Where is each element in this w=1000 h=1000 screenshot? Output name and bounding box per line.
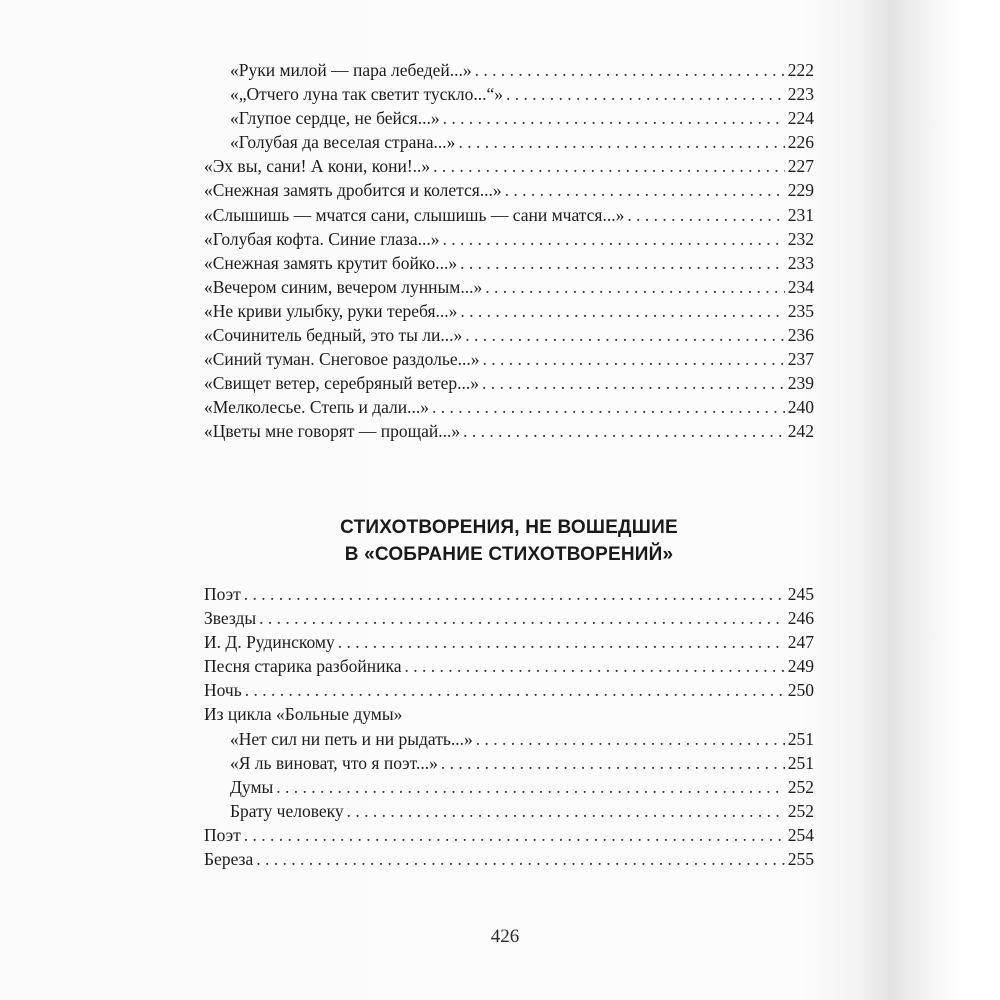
toc-entry-page: 224 <box>787 108 814 129</box>
section-title-line-1: СТИХОТВОРЕНИЯ, НЕ ВОШЕДШИЕ <box>340 517 678 538</box>
toc-entry-title: «Мелколесье. Степь и дали...» <box>204 397 430 418</box>
toc-entry <box>204 227 814 251</box>
toc-entry-page: 240 <box>787 397 814 418</box>
toc-entry <box>204 323 814 347</box>
toc-list-top <box>204 58 814 444</box>
toc-entry-page: 232 <box>787 228 814 249</box>
toc-entry <box>204 347 814 371</box>
toc-entry-page: 236 <box>787 325 814 346</box>
leader-dots <box>465 323 784 347</box>
toc-entry <box>204 775 814 799</box>
toc-entry-title: Береза <box>204 849 254 870</box>
toc-entry <box>204 395 814 419</box>
toc-entry-title: «Эх вы, сани! А кони, кони!..» <box>204 156 431 177</box>
toc-entry-title: «Вечером синим, вечером лунным...» <box>204 276 483 297</box>
toc-entry-title: «Не криви улыбку, руки теребя...» <box>204 300 458 321</box>
toc-entry-title: «„Отчего луна так светит тускло...“» <box>230 84 504 105</box>
toc-entry-title: Поэт <box>204 824 241 845</box>
toc-entry-page: 226 <box>787 132 814 153</box>
toc-entry <box>204 654 814 678</box>
toc-entry-title: «Я ль виноват, что я поэт...» <box>230 752 438 773</box>
leader-dots <box>443 227 785 251</box>
section-title <box>204 514 814 568</box>
toc-entry-title: Песня старика разбойника <box>204 656 402 677</box>
leader-dots <box>443 106 785 130</box>
leader-dots <box>404 654 784 678</box>
leader-dots <box>244 823 785 847</box>
leader-dots <box>458 130 784 154</box>
toc-entry-page: 227 <box>787 156 814 177</box>
toc-entry <box>204 678 814 702</box>
toc-entry-page: 255 <box>787 849 814 870</box>
toc-entry-page: 239 <box>787 373 814 394</box>
toc-entry-page: 222 <box>787 60 814 80</box>
toc-entry <box>204 203 814 227</box>
leader-dots <box>460 251 785 275</box>
toc-entry-page: 252 <box>787 800 814 821</box>
toc-entry <box>204 799 814 823</box>
toc-entry-title: «Руки милой — пара лебедей...» <box>230 60 472 80</box>
leader-dots <box>338 630 785 654</box>
toc-entry <box>204 299 814 323</box>
section-title-line-2: В «СОБРАНИЕ СТИХОТВОРЕНИЙ» <box>344 544 674 565</box>
toc-entry <box>204 178 814 202</box>
toc-entry <box>204 419 814 443</box>
leader-dots <box>482 371 785 395</box>
toc-entry <box>204 58 814 82</box>
toc-entry-title: «Снежная замять крутит бойко...» <box>204 252 458 273</box>
toc-entry-title: «Сочинитель бедный, это ты ли...» <box>204 325 463 346</box>
leader-dots <box>276 775 784 799</box>
toc-entry-title: «Снежная замять дробится и колется...» <box>204 180 502 201</box>
page-number: 426 <box>490 926 520 947</box>
toc-entry-page: 235 <box>787 300 814 321</box>
toc-entry-page: 237 <box>787 349 814 370</box>
toc-entry <box>204 630 814 654</box>
toc-entry <box>204 751 814 775</box>
toc-entry-page: 245 <box>787 584 814 604</box>
toc-entry-title: «Глупое сердце, не бейся...» <box>230 108 440 129</box>
leader-dots <box>505 178 785 202</box>
toc-entry-title: «Цветы мне говорят — прощай...» <box>204 421 461 442</box>
toc-entry-title: Думы <box>230 776 274 797</box>
toc-entry-page: 251 <box>787 728 814 749</box>
toc-entry <box>204 582 814 606</box>
toc-entry-title: «Синий туман. Снеговое раздолье...» <box>204 349 480 370</box>
toc-entry-title: «Голубая да веселая страна...» <box>230 132 456 153</box>
toc-entry-title: Ночь <box>204 680 242 701</box>
leader-dots <box>506 82 785 106</box>
toc-entry-page: 233 <box>787 252 814 273</box>
toc-entry <box>204 606 814 630</box>
toc-entry-page: 247 <box>787 632 814 653</box>
leader-dots <box>463 419 785 443</box>
leader-dots <box>432 395 785 419</box>
toc-entry-page: 223 <box>787 84 814 105</box>
leader-dots <box>627 203 784 227</box>
leader-dots <box>441 751 785 775</box>
leader-dots <box>259 606 785 630</box>
toc-list-bottom <box>204 582 814 871</box>
leader-dots <box>482 347 784 371</box>
toc-entry-title: «Слышишь — мчатся сани, слышишь — сани мчатся...» <box>204 204 625 225</box>
leader-dots <box>460 299 784 323</box>
leader-dots <box>245 678 785 702</box>
toc-entry-page: 229 <box>787 180 814 201</box>
toc-entry <box>204 251 814 275</box>
toc-entry-title: И. Д. Рудинскому <box>204 632 335 653</box>
toc-entry-title: «Голубая кофта. Синие глаза...» <box>204 228 440 249</box>
toc-entry <box>204 847 814 871</box>
toc-entry-title: Звезды <box>204 608 257 629</box>
leader-dots <box>475 58 785 82</box>
leader-dots <box>347 799 785 823</box>
cycle-heading: Из цикла «Больные думы» <box>204 704 403 725</box>
toc-entry-page: 231 <box>787 204 814 225</box>
toc-entry-page: 234 <box>787 276 814 297</box>
toc-entry-page: 252 <box>787 776 814 797</box>
toc-entry <box>204 371 814 395</box>
toc-entry-page: 242 <box>787 421 814 442</box>
toc-group-c <box>204 823 814 871</box>
leader-dots <box>433 154 785 178</box>
toc-entry <box>204 275 814 299</box>
toc-entry-page: 250 <box>787 680 814 701</box>
leader-dots <box>485 275 785 299</box>
toc-entry-title: «Нет сил ни петь и ни рыдать...» <box>230 728 473 749</box>
toc-entry-page: 246 <box>787 608 814 629</box>
toc-group-a <box>204 582 814 702</box>
toc-entry <box>204 823 814 847</box>
toc-entry-page: 249 <box>787 656 814 677</box>
toc-entry <box>204 130 814 154</box>
leader-dots <box>476 727 785 751</box>
leader-dots <box>256 847 785 871</box>
toc-entry-title: Брату человеку <box>230 800 344 821</box>
toc-entry-page: 251 <box>787 752 814 773</box>
toc-entry <box>204 106 814 130</box>
toc-entry-title: «Свищет ветер, серебряный ветер...» <box>204 373 479 394</box>
toc-entry <box>204 727 814 751</box>
toc-group-b <box>204 727 814 823</box>
toc-entry-title: Поэт <box>204 584 241 604</box>
toc-entry <box>204 154 814 178</box>
toc-entry <box>204 82 814 106</box>
toc-entry-page: 254 <box>787 824 814 845</box>
leader-dots <box>244 582 785 606</box>
